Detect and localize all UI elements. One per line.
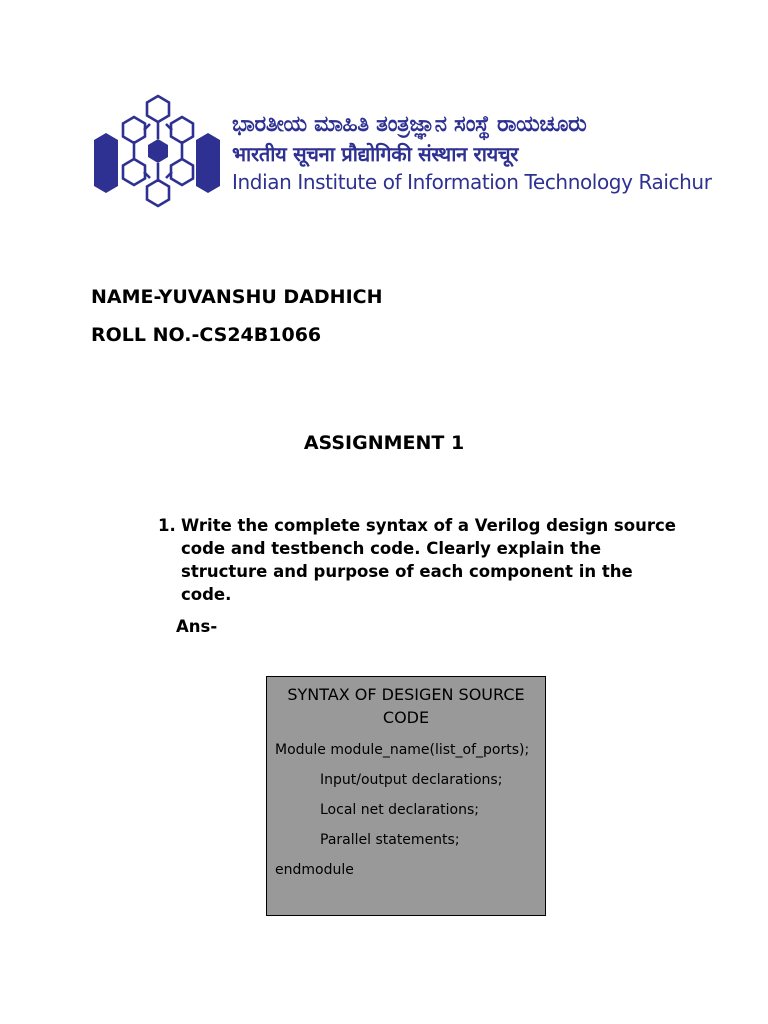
logo-side-hexagon-left <box>94 133 118 193</box>
question-item <box>158 514 688 606</box>
syntax-line-net: Local net declarations; <box>320 802 479 818</box>
logo-side-hexagon-right <box>196 133 220 193</box>
logo-hexagon <box>171 117 193 143</box>
logo-hexagon <box>171 159 193 185</box>
institute-name-hindi: भारतीय सूचना प्रौद्योगिकी संस्थान रायचूर <box>232 142 519 166</box>
logo-hexagon-filled <box>148 139 168 163</box>
institute-name-kannada: ಭಾರತೀಯ ಮಾಹಿತಿ ತಂತ್ರಜ್ಞಾನ ಸಂಸ್ಥೆ ರಾಯಚೂರು <box>232 112 587 137</box>
answer-label: Ans- <box>176 617 218 636</box>
logo-hexagon <box>123 159 145 185</box>
logo-hexagon <box>147 180 169 206</box>
syntax-line-io: Input/output declarations; <box>320 772 503 788</box>
institute-logo <box>92 94 220 208</box>
syntax-line-endmodule: endmodule <box>275 862 354 878</box>
assignment-title: ASSIGNMENT 1 <box>303 432 465 454</box>
institute-name-block <box>232 110 712 196</box>
institute-name-english: Indian Institute of Information Technology Raichur <box>232 170 712 194</box>
question-text: Write the complete syntax of a Verilog design source code and testbench code. Clearly explain the structure and purpose of each component in the code. <box>181 516 676 604</box>
syntax-box <box>266 676 546 916</box>
question-number: 1. <box>158 516 176 535</box>
syntax-line-parallel: Parallel statements; <box>320 832 460 848</box>
student-roll-number: ROLL NO.-CS24B1066 <box>91 324 322 346</box>
syntax-box-title: SYNTAX OF DESIGEN SOURCE CODE <box>287 685 525 727</box>
student-name: NAME-YUVANSHU DADHICH <box>91 286 383 308</box>
logo-hexagon <box>147 96 169 122</box>
logo-hexagon <box>123 117 145 143</box>
syntax-line-module: Module module_name(list_of_ports); <box>275 742 530 758</box>
